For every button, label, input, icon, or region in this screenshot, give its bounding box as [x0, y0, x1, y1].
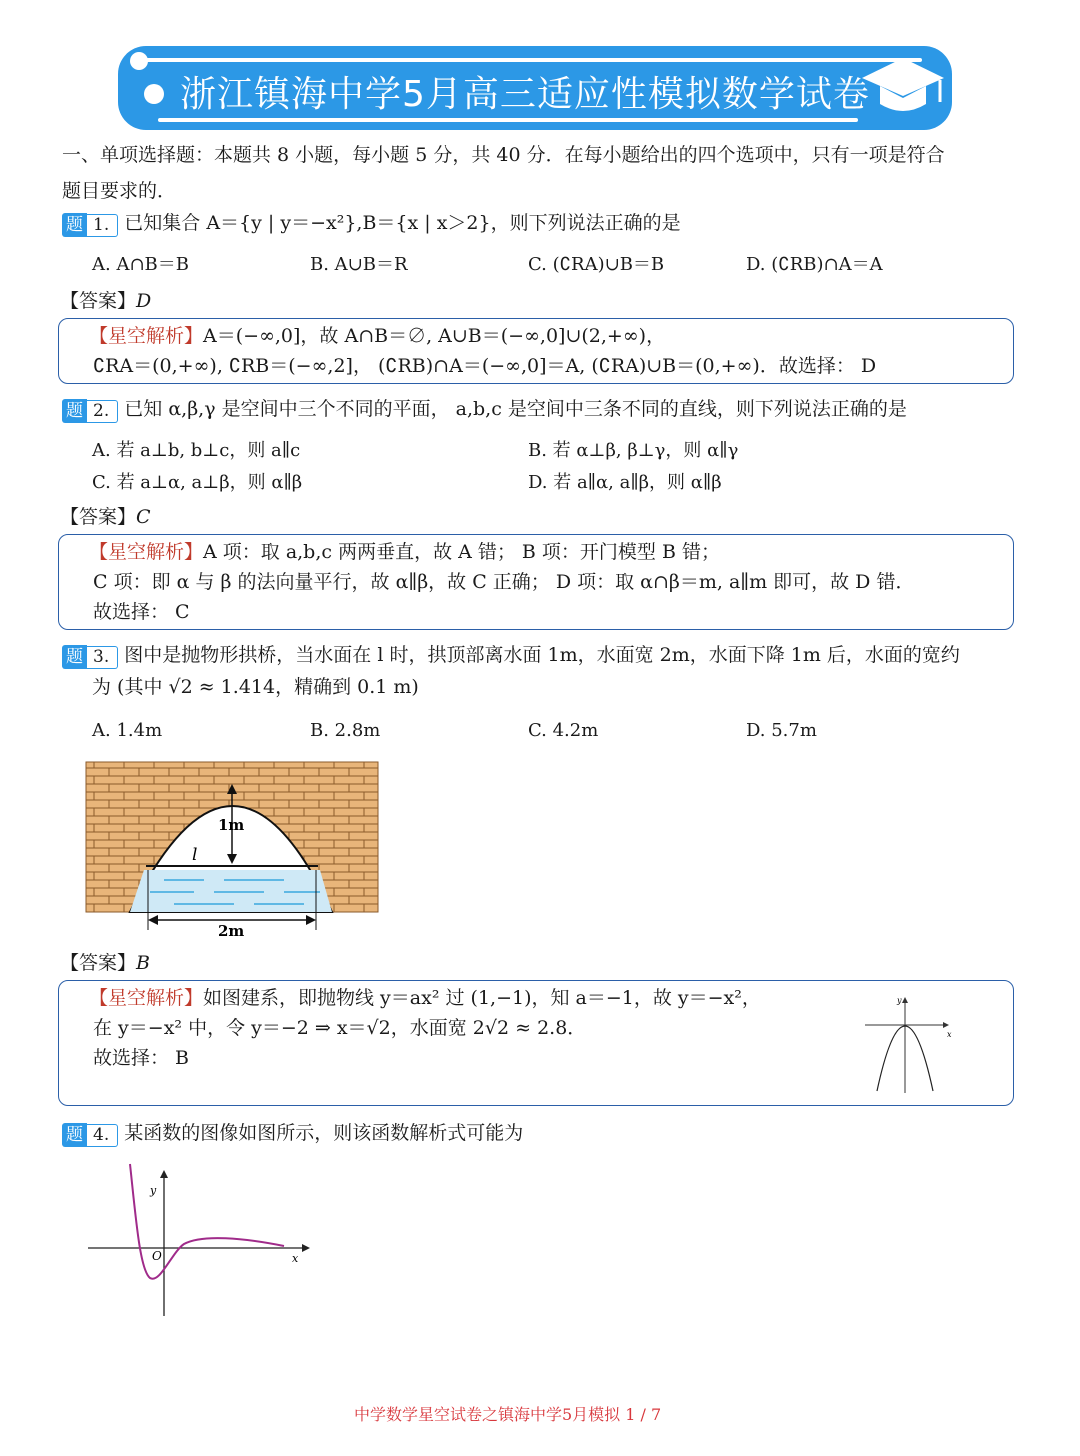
analysis-text: 在 y＝−x² 中，令 y＝−2 ⇒ x＝√2，水面宽 2√2 ≈ 2.8． — [93, 1017, 587, 1039]
question-tag: 题 1. — [62, 211, 118, 237]
graph-label-y: y — [150, 1184, 157, 1197]
function-graph — [84, 1160, 316, 1320]
question-2 — [62, 396, 907, 423]
analysis-text: A 项：取 a,b,c 两两垂直，故 A 错； B 项：开门模型 B 错； — [203, 541, 720, 563]
question-stem: 已知集合 A＝{y | y＝−x²},B＝{x | x＞2}，则下列说法正确的是 — [124, 212, 681, 234]
question-tag: 题 2. — [62, 397, 118, 423]
graph-label-y: y — [897, 996, 902, 1005]
option-d: D. 若 a∥α, a∥β，则 α∥β — [528, 472, 722, 493]
banner-line-top — [142, 58, 922, 62]
option-a: A. 若 a⊥b, b⊥c，则 a∥c — [92, 440, 301, 461]
figure-label-height: 1m — [218, 816, 245, 834]
question-stem: 图中是抛物形拱桥，当水面在 l 时，拱顶部离水面 1m，水面宽 2m，水面下降 1m 后，水面的宽约 — [124, 644, 960, 666]
graph-label-x: x — [947, 1030, 952, 1039]
figure-label-line: l — [192, 845, 198, 865]
title-banner — [118, 46, 952, 130]
arch-bridge-figure — [84, 760, 384, 950]
analysis-box-3 — [58, 980, 1014, 1106]
question-tag: 题 4. — [62, 1121, 118, 1147]
banner-dot — [130, 52, 148, 70]
question-tag: 题 3. — [62, 643, 118, 669]
answer-2: 【答案】C — [60, 506, 151, 528]
page-title: 浙江镇海中学5月高三适应性模拟数学试卷 — [180, 74, 870, 115]
analysis-text: C 项：即 α 与 β 的法向量平行，故 α∥β，故 C 正确； D 项：取 α∩β＝m, a∥m 即可，故 D 错． — [93, 571, 915, 593]
analysis-label: 【星空解析】 — [89, 325, 204, 347]
page-footer: 中学数学星空试卷之镇海中学5月模拟 1 / 7 — [354, 1405, 662, 1424]
option-b: B. A∪B＝R — [310, 254, 408, 275]
option-b: B. 若 α⊥β, β⊥γ，则 α∥γ — [528, 440, 739, 461]
analysis-text: ∁RA＝(0,+∞), ∁RB＝(−∞,2]， (∁RB)∩A＝(−∞,0]＝A, (∁RA)∪B＝(0,+∞)．故选择： D — [93, 355, 877, 377]
analysis-box-2 — [58, 534, 1014, 630]
question-1 — [62, 210, 681, 237]
answer-3: 【答案】B — [60, 952, 150, 974]
parabola-graph — [859, 991, 959, 1095]
analysis-box-1 — [58, 318, 1014, 384]
analysis-text: 故选择： C — [93, 601, 190, 623]
question-4 — [62, 1120, 523, 1147]
option-c: C. (∁RA)∪B＝B — [528, 254, 665, 275]
option-c: C. 4.2m — [528, 720, 599, 741]
option-c: C. 若 a⊥α, a⊥β，则 α∥β — [92, 472, 303, 493]
option-a: A. A∩B＝B — [92, 254, 189, 275]
analysis-text: A＝(−∞,0]，故 A∩B＝∅, A∪B＝(−∞,0]∪(2,+∞)， — [203, 325, 666, 347]
option-d: D. (∁RB)∩A＝A — [746, 254, 883, 275]
analysis-label: 【星空解析】 — [89, 987, 204, 1009]
section-instructions: 一、单项选择题：本题共 8 小题，每小题 5 分，共 40 分．在每小题给出的四个选项中，只有一项是符合 — [62, 144, 945, 166]
banner-line-bottom — [158, 118, 858, 122]
analysis-label: 【星空解析】 — [89, 541, 204, 563]
analysis-text: 故选择： B — [93, 1047, 190, 1069]
analysis-text: 如图建系，即抛物线 y＝ax² 过 (1,−1)，知 a＝−1，故 y＝−x²， — [203, 987, 761, 1009]
answer-1: 【答案】D — [60, 290, 152, 312]
graduation-cap-icon — [860, 52, 946, 124]
graph-label-origin: O — [152, 1249, 162, 1263]
question-stem: 已知 α,β,γ 是空间中三个不同的平面， a,b,c 是空间中三条不同的直线，则下列说法正确的是 — [124, 398, 907, 420]
option-b: B. 2.8m — [310, 720, 381, 741]
banner-dot — [144, 84, 164, 104]
question-3 — [62, 642, 960, 669]
question-stem-cont: 为 (其中 √2 ≈ 1.414，精确到 0.1 m) — [92, 676, 419, 698]
figure-label-width: 2m — [218, 922, 245, 940]
option-d: D. 5.7m — [746, 720, 817, 741]
section-instructions-cont: 题目要求的． — [62, 180, 177, 202]
graph-label-x: x — [292, 1252, 299, 1265]
option-a: A. 1.4m — [92, 720, 163, 741]
question-stem: 某函数的图像如图所示，则该函数解析式可能为 — [124, 1122, 524, 1144]
